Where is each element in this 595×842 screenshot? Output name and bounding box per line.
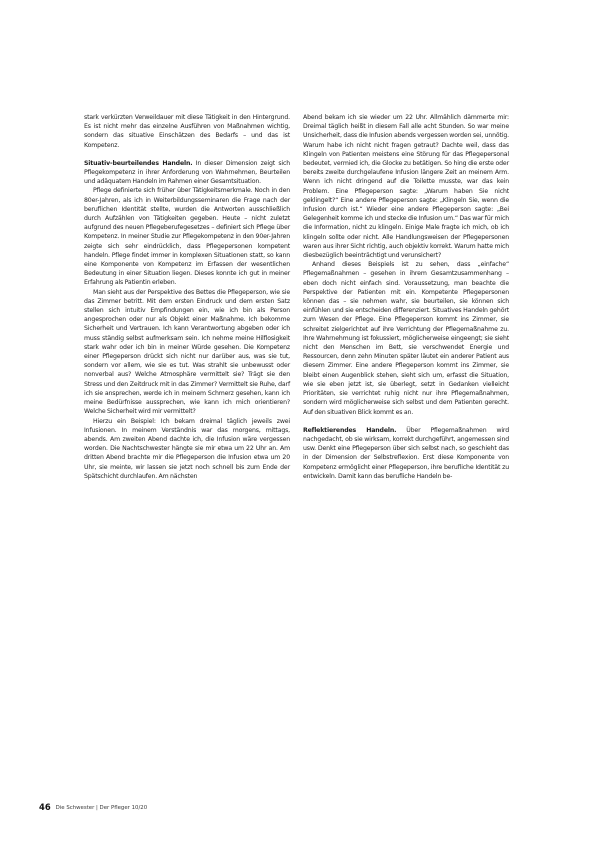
paragraph-text: In dieser Dimension zeigt sich Pflegekompetenz in ihrer Anforderung von Wahrnehmen, Beurteilen und adäquatem Handeln im Rahmen einer Gesamtsituation. bbox=[84, 159, 290, 186]
paragraph-text: Über Pflegemaßnahmen wird nachgedacht, ob sie wirksam, korrekt durchgeführt, angemessen sind usw. Denkt eine Pflegeperson über sich selbst nach, so geschieht das in der Dimension der Selbstreflexion. Erst diese Komponente von Kompetenz ermöglicht einer Pflegeperson, ihre berufliche Identität zu entwickeln. Damit kann das berufliche Handeln be- bbox=[303, 426, 509, 480]
paragraph: Anhand dieses Beispiels ist zu sehen, dass „einfache“ Pflegemaßnahmen – gesehen in ihrem Gesamtzusammenhang – eben doch nicht einfach sind. Voraussetzung, man beachte die Perspektive der Patienten mit ein. Kompetente Pflegepersonen können das – sie nehmen wahr, sie beurteilen, sie können sich einfühlen und sie entscheiden differenziert. Situatives Handeln gehört zum Wesen der Pflege. Eine Pflegeperson kommt ins Zimmer, sie schreitet zielgerichtet auf ihre Verrichtung der Pflegemaßnahme zu. Ihre Wahrnehmung ist fokussiert, möglicherweise eingeengt; sie sieht nicht den Menschen im Bett, sie verschwendet Energie und Ressourcen, denn zehn Minuten später läutet ein anderer Patient aus diesem Zimmer. Eine andere Pflegeperson kommt ins Zimmer, sie bleibt einen Augenblick stehen, sieht sich um, erfasst die Situation, wie sie eben jetzt ist, sie überlegt, setzt in Gedanken vielleicht Prioritäten, sie verrichtet ruhig nicht nur ihre Pflegemaßnahmen, sondern wird möglicherweise sich selbst und dem Patienten gerecht. Auf den situativen Blick kommt es an. bbox=[303, 261, 509, 416]
paragraph: Man sieht aus der Perspektive des Bettes die Pflegeperson, wie sie das Zimmer betritt. Mit dem ersten Eindruck und dem ersten Satz stellen sich intuitiv Empfindungen ein, wie ich bin als Person angesprochen oder nur als Objekt einer Maßnahme. Ich bekomme Sicherheit und Vertrauen. Ich kann Verantwortung abgeben oder ich muss ständig selbst aufmerksam sein. Ich nehme meine Hilflosigkeit stark wahr oder ich bin in meiner Würde gesehen. Die Kompetenz einer Pflegeperson drückt sich nicht nur darüber aus, was sie tut, sondern vor allem, wie sie es tut. Was strahlt sie unbewusst oder nonverbal aus? Welche Atmosphäre vermittelt sie? Trägt sie den Stress und den Zeitdruck mit in das Zimmer? Vermittelt sie Ruhe, darf ich sie ansprechen, werde ich in meinem Schmerz gesehen, kann ich meine Bedürfnisse aussprechen, wie kann ich mich orientieren? Welche Sicherheit wird mir vermittelt? bbox=[84, 288, 290, 416]
publication-name: Die Schwester | Der Pfleger 10/20 bbox=[55, 805, 148, 811]
text-column-right bbox=[303, 113, 509, 481]
paragraph: Pflege definierte sich früher über Tätigkeitsmerkmale. Noch in den 80er-Jahren, als ich in Weiterbildungsseminaren die Frage nach der beruflichen Identität stellte, wurden die Antworten ausschließlich durch Aufzählen von Tätigkeiten gegeben. Heute – nicht zuletzt aufgrund des neuen Pflegeberufegesetzes – definiert sich Pflege über Kompetenz. In meiner Studie zur Pflegekompetenz in den 90er-Jahren zeigte sich sehr eindrücklich, dass Pflegepersonen kompetent handeln. Pflege findet immer in komplexen Situationen statt, so kann eine Komponente von Kompetenz im Erfassen der wesentlichen Bedeutung in einer Situation liegen. Dieses konnte ich gut in meiner Erfahrung als Patientin erleben. bbox=[84, 187, 290, 287]
paragraph-reflektierendes-handeln bbox=[303, 426, 509, 481]
text-column-left bbox=[84, 113, 290, 481]
page-number: 46 bbox=[39, 802, 51, 812]
paragraph-continuation: Abend bekam ich sie wieder um 22 Uhr. Allmählich dämmerte mir: Dreimal täglich heißt in diesem Fall alle acht Stunden. So war meine Unsicherheit, dass die Infusion abends vergessen worden sei, unnötig. Warum habe ich nicht nicht fragen getraut? Dachte weil, dass das Klingeln von Patienten meistens eine Störung für das Pflegepersonal bedeutet, vermied ich, die Glocke zu betätigen. So hing die erste oder bereits zweite durchgelaufene Infusion längere Zeit an meinem Arm. Wenn ich nicht dringend auf die Toilette musste, war das kein Problem. Eine Pflegeperson sagte: „Warum haben Sie nicht geklingelt?“ Eine andere Pflegeperson sagte: „Klingeln Sie, wenn die Infusion durch ist.“ Wieder eine andere Pflegeperson sagte: „Bei Gelegenheit komme ich und stecke die Infusion um.“ Das war für mich die Information, nicht zu klingeln. Einige Male fragte ich mich, ob ich klingeln sollte oder nicht. Alle Handlungsweisen der Pflegepersonen waren aus ihrer Sicht richtig, auch objektiv korrekt. Warum hatte mich diesbezüglich beeinträchtigt und verunsichert? bbox=[303, 114, 509, 260]
section-heading: Situativ-beurteilendes Handeln. bbox=[84, 159, 193, 167]
paragraph: Hierzu ein Beispiel: Ich bekam dreimal täglich jeweils zwei Infusionen. In meinem Verständnis war das morgens, mittags, abends. Am zweiten Abend dachte ich, die Infusion wäre vergessen worden. Die Nachtschwester hängte sie mir etwa um 22 Uhr an. Am dritten Abend brachte mir die Pflegeperson die Infusion etwa um 20 Uhr, sie meinte, wir lassen sie jetzt noch schnell bis zum Ende der Spätschicht durchlaufen. Am nächsten bbox=[84, 417, 290, 480]
section-heading: Reflektierendes Handeln. bbox=[303, 426, 397, 434]
page-footer bbox=[39, 803, 147, 812]
paragraph-situative-handeln bbox=[84, 159, 290, 187]
paragraph-continuation: stark verkürzten Verweildauer mit diese Tätigkeit in den Hintergrund. Es ist nicht mehr das einzelne Ausführen von Maßnahmen wichtig, sondern das situative Einschätzen des Bedarfs – und das ist Kompetenz. bbox=[84, 114, 290, 149]
